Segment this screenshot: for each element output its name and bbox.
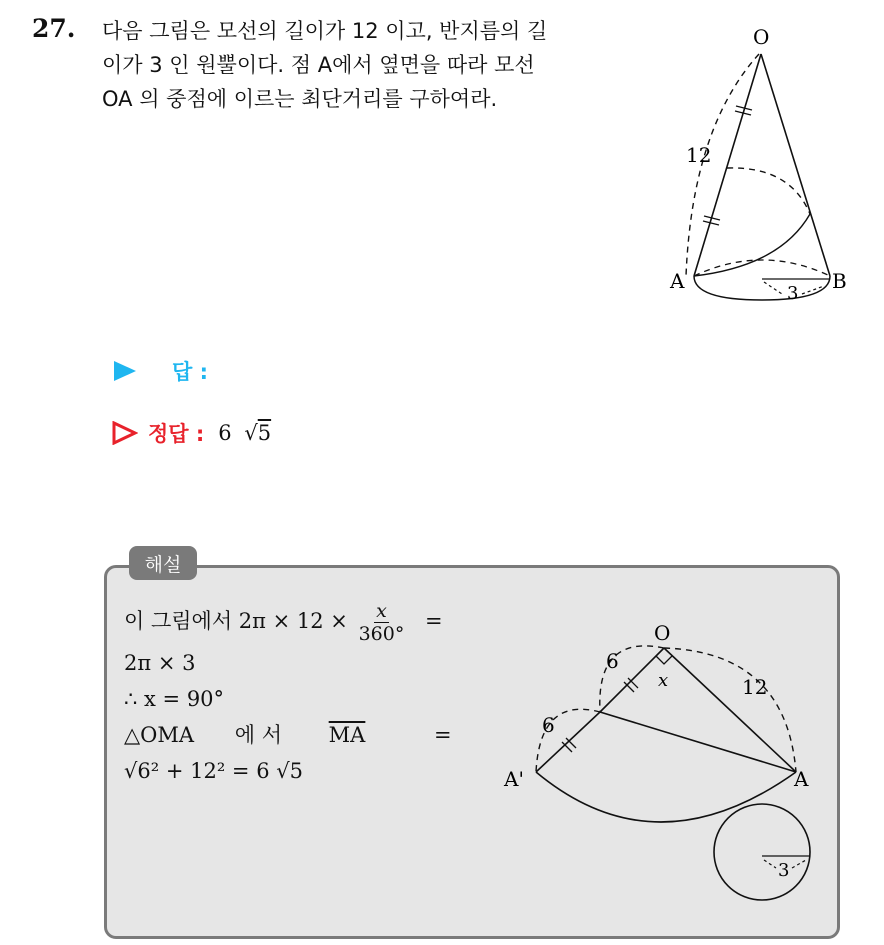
solution-line-1-suffix: = [425,609,443,633]
correct-coef: 6 [218,421,232,445]
sector-figure [496,612,826,912]
sector-a-prime-label: A' [504,767,524,791]
sector-r3-label: 3 [778,860,790,881]
question-text [102,14,642,116]
cone-apex-label: O [753,25,770,49]
question-line-3: OA 의 중점에 이르는 최단거리를 구하여라. [102,87,498,111]
solution-tab: 해설 [129,546,197,580]
question-line-1: 다음 그림은 모선의 길이가 12 이고, 반지름의 길 [102,19,548,43]
sector-seg6-lower: 6 [542,713,555,737]
fraction-denominator: 360° [358,623,405,645]
question-line-2: 이가 3 인 원뿔이다. 점 A에서 옆면을 따라 모선 [102,53,535,77]
correct-answer-row [112,418,271,448]
solution-fraction [359,600,405,645]
answer-row [112,356,208,386]
solution-line-1 [124,600,484,645]
outline-arrow-icon [112,421,138,445]
sector-r12-label: 12 [742,675,768,699]
sector-seg6-upper: 6 [606,649,619,673]
cone-slant-label: 12 [686,143,712,167]
cone-right-label: B [832,269,847,293]
solution-line-2: 2π × 3 [124,651,196,675]
solution-line-1-prefix: 이 그림에서 2π × 12 × [124,609,348,633]
question-number: 27. [32,14,76,43]
solution-line-4-eq: = [434,723,452,747]
correct-radicand: 5 [257,421,272,445]
cone-figure [660,18,860,308]
fraction-numerator: x [376,600,387,622]
solution-line-4 [124,717,484,753]
triangle-label: △OMA [124,723,195,747]
segment-ma: $\overline{MA}$ [328,723,366,747]
solution-line-5: √6² + 12² = 6 √5 [124,759,303,783]
sector-a-label: A [794,767,809,791]
play-arrow-icon [112,359,138,383]
solution-text [124,600,484,789]
solution-line-3: ∴ x = 90° [124,687,225,711]
sector-x-label: x [658,670,669,691]
correct-value: 6 √5 [218,421,272,445]
cone-radius-label: 3 [787,283,799,304]
solution-line-4-mid: 에 서 [234,723,282,747]
correct-label: 정답 : [148,422,205,446]
answer-label: 답 : [172,360,208,384]
sector-o-label: O [654,621,671,645]
cone-left-label: A [670,269,685,293]
